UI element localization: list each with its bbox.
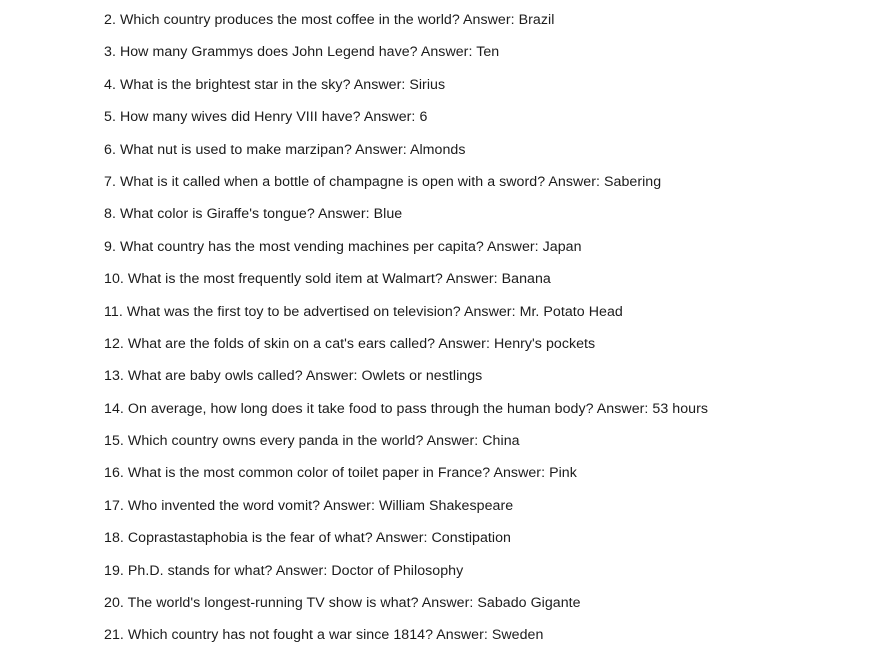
question-text: What are the folds of skin on a cat's ears called? bbox=[127, 335, 436, 352]
question-text: What are baby owls called? bbox=[127, 368, 303, 385]
trivia-question-item bbox=[104, 269, 864, 301]
question-number: 13. bbox=[104, 368, 124, 385]
question-number: 18. bbox=[104, 530, 124, 547]
answer-label: Answer: bbox=[426, 433, 479, 450]
question-number: 17. bbox=[104, 497, 124, 514]
trivia-question-item bbox=[104, 593, 864, 625]
trivia-question-item bbox=[104, 561, 864, 593]
answer-label: Answer: bbox=[323, 497, 375, 514]
answer-label: Answer: bbox=[420, 44, 473, 61]
question-text: Which country has not fought a war since 1814? bbox=[127, 627, 434, 644]
answer-text: Sirius bbox=[409, 76, 446, 93]
answer-text: Henry's pockets bbox=[493, 335, 596, 352]
question-text: On average, how long does it take food to pass through the human body? bbox=[127, 400, 594, 417]
trivia-question-item bbox=[104, 463, 864, 495]
answer-text: Doctor of Philosophy bbox=[331, 562, 464, 579]
question-number: 3. bbox=[104, 44, 116, 61]
trivia-question-list bbox=[104, 10, 864, 658]
question-number: 6. bbox=[104, 141, 116, 158]
answer-text: Sweden bbox=[491, 627, 544, 644]
question-number: 12. bbox=[104, 335, 124, 352]
question-text: What is the most common color of toilet paper in France? bbox=[127, 465, 491, 482]
answer-label: Answer: bbox=[421, 595, 474, 612]
answer-text: Ten bbox=[476, 44, 500, 61]
answer-label: Answer: bbox=[438, 335, 490, 352]
question-text: How many Grammys does John Legend have? bbox=[119, 44, 418, 61]
trivia-question-item bbox=[104, 172, 864, 204]
question-text: What is it called when a bottle of champagne is open with a sword? bbox=[119, 173, 546, 190]
answer-label: Answer: bbox=[436, 627, 488, 644]
answer-text: Owlets or nestlings bbox=[361, 368, 483, 385]
answer-text: 53 hours bbox=[652, 400, 709, 417]
trivia-question-item bbox=[104, 204, 864, 236]
question-text: What is the brightest star in the sky? bbox=[119, 76, 351, 93]
question-text: What nut is used to make marzipan? bbox=[119, 141, 352, 158]
answer-text: Pink bbox=[549, 465, 577, 482]
answer-label: Answer: bbox=[305, 368, 358, 385]
question-text: What country has the most vending machines per capita? bbox=[119, 238, 484, 255]
question-number: 5. bbox=[104, 109, 116, 126]
question-text: Coprastastaphobia is the fear of what? bbox=[127, 530, 373, 547]
answer-label: Answer: bbox=[375, 530, 428, 547]
trivia-question-item bbox=[104, 399, 864, 431]
question-text: What color is Giraffe's tongue? bbox=[119, 206, 315, 223]
trivia-question-item bbox=[104, 107, 864, 139]
question-number: 15. bbox=[104, 433, 124, 450]
trivia-question-item bbox=[104, 10, 864, 42]
trivia-question-item bbox=[104, 366, 864, 398]
answer-text: Japan bbox=[542, 238, 582, 255]
question-number: 10. bbox=[104, 271, 124, 288]
answer-text: Brazil bbox=[518, 12, 555, 28]
question-number: 11. bbox=[104, 303, 123, 320]
answer-label: Answer: bbox=[493, 465, 546, 482]
question-number: 4. bbox=[104, 76, 116, 93]
answer-label: Answer: bbox=[463, 303, 516, 320]
trivia-question-item bbox=[104, 42, 864, 74]
answer-text: Mr. Potato Head bbox=[519, 303, 623, 320]
question-number: 21. bbox=[104, 627, 124, 644]
answer-text: Blue bbox=[373, 206, 403, 223]
question-number: 7. bbox=[104, 173, 116, 190]
answer-label: Answer: bbox=[318, 206, 370, 223]
answer-text: Almonds bbox=[409, 141, 466, 158]
question-text: How many wives did Henry VIII have? bbox=[119, 109, 361, 126]
question-text: What is the most frequently sold item at Walmart? bbox=[127, 271, 443, 288]
question-number: 2. bbox=[104, 12, 116, 28]
answer-text: Sabering bbox=[603, 173, 662, 190]
trivia-question-item bbox=[104, 140, 864, 172]
question-number: 16. bbox=[104, 465, 124, 482]
trivia-question-item bbox=[104, 625, 864, 657]
answer-label: Answer: bbox=[463, 12, 515, 28]
trivia-question-item bbox=[104, 334, 864, 366]
answer-text: Constipation bbox=[431, 530, 511, 547]
trivia-question-item bbox=[104, 496, 864, 528]
question-text: The world's longest-running TV show is what? bbox=[127, 595, 419, 612]
trivia-question-item bbox=[104, 302, 864, 334]
trivia-question-item bbox=[104, 237, 864, 269]
answer-text: China bbox=[482, 433, 520, 450]
answer-label: Answer: bbox=[548, 173, 600, 190]
question-number: 9. bbox=[104, 238, 116, 255]
question-text: Who invented the word vomit? bbox=[127, 497, 321, 514]
answer-label: Answer: bbox=[487, 238, 539, 255]
answer-label: Answer: bbox=[353, 76, 406, 93]
answer-label: Answer: bbox=[596, 400, 649, 417]
answer-text: 6 bbox=[419, 109, 428, 126]
question-text: Which country produces the most coffee in the world? bbox=[119, 12, 460, 28]
trivia-question-item bbox=[104, 75, 864, 107]
answer-text: William Shakespeare bbox=[378, 497, 514, 514]
answer-label: Answer: bbox=[355, 141, 407, 158]
question-number: 19. bbox=[104, 562, 124, 579]
trivia-question-item bbox=[104, 431, 864, 463]
question-number: 14. bbox=[104, 400, 124, 417]
answer-text: Sabado Gigante bbox=[477, 595, 581, 612]
question-text: Which country owns every panda in the world? bbox=[127, 433, 424, 450]
question-number: 20. bbox=[104, 595, 124, 612]
answer-label: Answer: bbox=[446, 271, 498, 288]
question-text: Ph.D. stands for what? bbox=[127, 562, 273, 579]
answer-label: Answer: bbox=[363, 109, 416, 126]
answer-label: Answer: bbox=[275, 562, 328, 579]
question-number: 8. bbox=[104, 206, 116, 223]
question-text: What was the first toy to be advertised on television? bbox=[126, 303, 461, 320]
trivia-question-item bbox=[104, 528, 864, 560]
answer-text: Banana bbox=[501, 271, 551, 288]
